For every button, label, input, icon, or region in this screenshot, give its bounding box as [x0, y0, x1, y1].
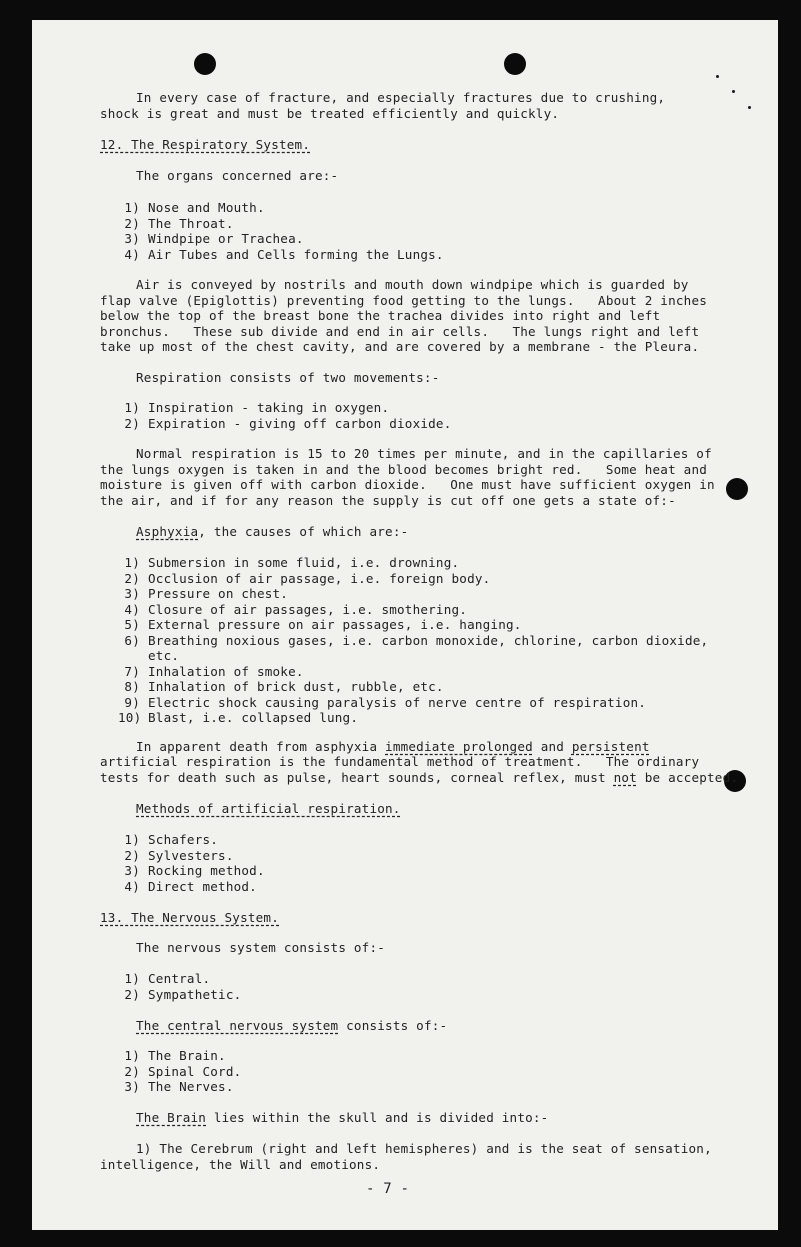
list-text: Inhalation of smoke. [148, 663, 304, 679]
list-item [118, 200, 265, 215]
text-span: , the causes of which are:- [198, 524, 409, 539]
list-item [118, 1064, 241, 1079]
punch-hole [504, 53, 526, 75]
list-number: 8) [124, 679, 140, 694]
list-number: 1) [124, 971, 140, 986]
list-item [118, 602, 467, 617]
list-text: etc. [148, 648, 180, 663]
paragraph: the lungs oxygen is taken in and the blood becomes bright red. Some heat and [100, 461, 708, 477]
punch-hole [194, 53, 216, 75]
list-item [118, 555, 459, 570]
list-text: Windpipe or Trachea. [148, 231, 304, 246]
list-number: 9) [124, 694, 140, 710]
text-span: consists of:- [338, 1018, 448, 1033]
list-item [118, 617, 522, 632]
intro-paragraph: In every case of fracture, and especially fractures due to crushing, [136, 90, 666, 105]
list-item [118, 695, 646, 710]
ink-speck [748, 106, 751, 109]
paragraph [100, 770, 738, 785]
paragraph: Normal respiration is 15 to 20 times per minute, and in the capillaries of [136, 446, 712, 461]
list-item [118, 848, 234, 863]
list-number: 3) [124, 863, 140, 878]
list-intro: Respiration consists of two movements:- [136, 370, 440, 385]
list-text: Nose and Mouth. [148, 200, 265, 215]
list-number: 1) [124, 555, 140, 570]
list-number: 1) [124, 200, 140, 215]
list-number: 3) [124, 1079, 140, 1094]
list-intro: The organs concerned are:- [136, 168, 339, 183]
list-number: 1) [124, 1048, 140, 1063]
paragraph [136, 1110, 548, 1125]
list-number: 2) [124, 847, 140, 863]
text-span: tests for death such as pulse, heart sounds, corneal reflex, must [100, 770, 614, 785]
ink-speck [716, 75, 719, 78]
list-item [118, 586, 288, 601]
list-text: The Nerves. [148, 1079, 234, 1094]
list-item [118, 633, 708, 648]
list-number: 10) [118, 710, 142, 725]
list-item [118, 879, 257, 894]
list-item [118, 971, 210, 986]
list-number: 2) [124, 570, 140, 586]
paragraph: 1) The Cerebrum (right and left hemispheres) and is the seat of sensation, [136, 1141, 712, 1156]
list-number: 6) [124, 632, 140, 648]
list-number: 1) [124, 832, 140, 847]
page-number: - 7 - [366, 1181, 410, 1197]
list-number: 5) [124, 617, 140, 632]
underlined-text: The central nervous system [136, 1018, 339, 1033]
list-text: Electric shock causing paralysis of nerve centre of respiration. [148, 694, 647, 710]
list-text: Spinal Cord. [148, 1063, 242, 1079]
list-number: 2) [124, 415, 140, 431]
paragraph: intelligence, the Will and emotions. [100, 1157, 381, 1172]
paragraph: flap valve (Epiglottis) preventing food getting to the lungs. About 2 inches [100, 292, 708, 308]
document-page [32, 20, 778, 1230]
section-heading: 12. The Respiratory System. [100, 137, 311, 152]
list-text: Direct method. [148, 878, 257, 894]
paragraph: artificial respiration is the fundamental method of treatment. The ordinary [100, 754, 700, 769]
list-text: External pressure on air passages, i.e. hanging. [148, 617, 522, 632]
list-number: 2) [124, 215, 140, 231]
list-item [118, 216, 234, 231]
section-subheading: Methods of artificial respiration. [136, 801, 401, 816]
paragraph: below the top of the breast bone the trachea divides into right and left [100, 308, 661, 323]
list-text: The Brain. [148, 1048, 226, 1063]
list-text: Breathing noxious gases, i.e. carbon monoxide, chlorine, carbon dioxide, [148, 632, 709, 648]
list-intro: The nervous system consists of:- [136, 940, 386, 955]
list-text: Schafers. [148, 832, 219, 847]
text-span: be accepted. [636, 770, 739, 785]
list-number: 4) [124, 878, 140, 894]
list-number: 7) [124, 663, 140, 679]
list-item [118, 1048, 226, 1063]
underlined-text: immediate prolonged [385, 739, 533, 754]
list-text: Sympathetic. [148, 986, 242, 1002]
list-number: 2) [124, 986, 140, 1002]
underlined-text: not [613, 770, 637, 785]
list-text: Occlusion of air passage, i.e. foreign body. [148, 570, 491, 586]
text-span: lies within the skull and is divided into:- [206, 1110, 549, 1125]
list-text: Blast, i.e. collapsed lung. [148, 710, 359, 725]
section-heading: 13. The Nervous System. [100, 910, 279, 925]
paragraph: moisture is given off with carbon dioxide. One must have sufficient oxygen in [100, 477, 715, 492]
list-number: 4) [124, 246, 140, 262]
list-item [118, 416, 452, 431]
list-text: Pressure on chest. [148, 586, 289, 601]
list-text: Inhalation of brick dust, rubble, etc. [148, 679, 444, 694]
list-item [118, 679, 444, 694]
list-intro [136, 1018, 447, 1033]
list-text: Air Tubes and Cells forming the Lungs. [148, 246, 444, 262]
list-item [118, 648, 179, 663]
punch-hole [726, 478, 748, 500]
list-item [118, 664, 304, 679]
list-text: Sylvesters. [148, 847, 234, 863]
list-item [118, 247, 444, 262]
list-number: 3) [124, 231, 140, 246]
list-item [118, 1079, 234, 1094]
list-intro [136, 524, 408, 539]
intro-paragraph: shock is great and must be treated efficiently and quickly. [100, 106, 560, 121]
list-item [118, 231, 304, 246]
paragraph: the air, and if for any reason the supply is cut off one gets a state of:- [100, 492, 676, 508]
list-item [118, 571, 490, 586]
underlined-text: Asphyxia [136, 524, 199, 539]
list-item [118, 400, 389, 415]
list-item [118, 863, 265, 878]
list-text: Rocking method. [148, 863, 265, 878]
underlined-text: persistent [571, 739, 650, 754]
underlined-text: The Brain [136, 1110, 207, 1125]
list-number: 2) [124, 1063, 140, 1079]
list-text: Submersion in some fluid, i.e. drowning. [148, 555, 460, 570]
list-text: Inspiration - taking in oxygen. [148, 400, 390, 415]
paragraph: bronchus. These sub divide and end in air cells. The lungs right and left [100, 323, 700, 339]
paragraph [136, 739, 650, 754]
paragraph: Air is conveyed by nostrils and mouth down windpipe which is guarded by [136, 277, 689, 292]
paragraph: take up most of the chest cavity, and are covered by a membrane - the Pleura. [100, 339, 700, 354]
list-number: 3) [124, 586, 140, 601]
text-span: In apparent death from asphyxia [136, 739, 386, 754]
list-text: Expiration - giving off carbon dioxide. [148, 415, 452, 431]
list-text: Central. [148, 971, 211, 986]
list-item [118, 832, 218, 847]
list-item [118, 710, 358, 725]
list-text: Closure of air passages, i.e. smothering. [148, 601, 468, 617]
list-number: 1) [124, 400, 140, 415]
list-text: The Throat. [148, 215, 234, 231]
ink-speck [732, 90, 735, 93]
list-number: 4) [124, 601, 140, 617]
list-item [118, 987, 241, 1002]
text-span: and [532, 739, 572, 754]
